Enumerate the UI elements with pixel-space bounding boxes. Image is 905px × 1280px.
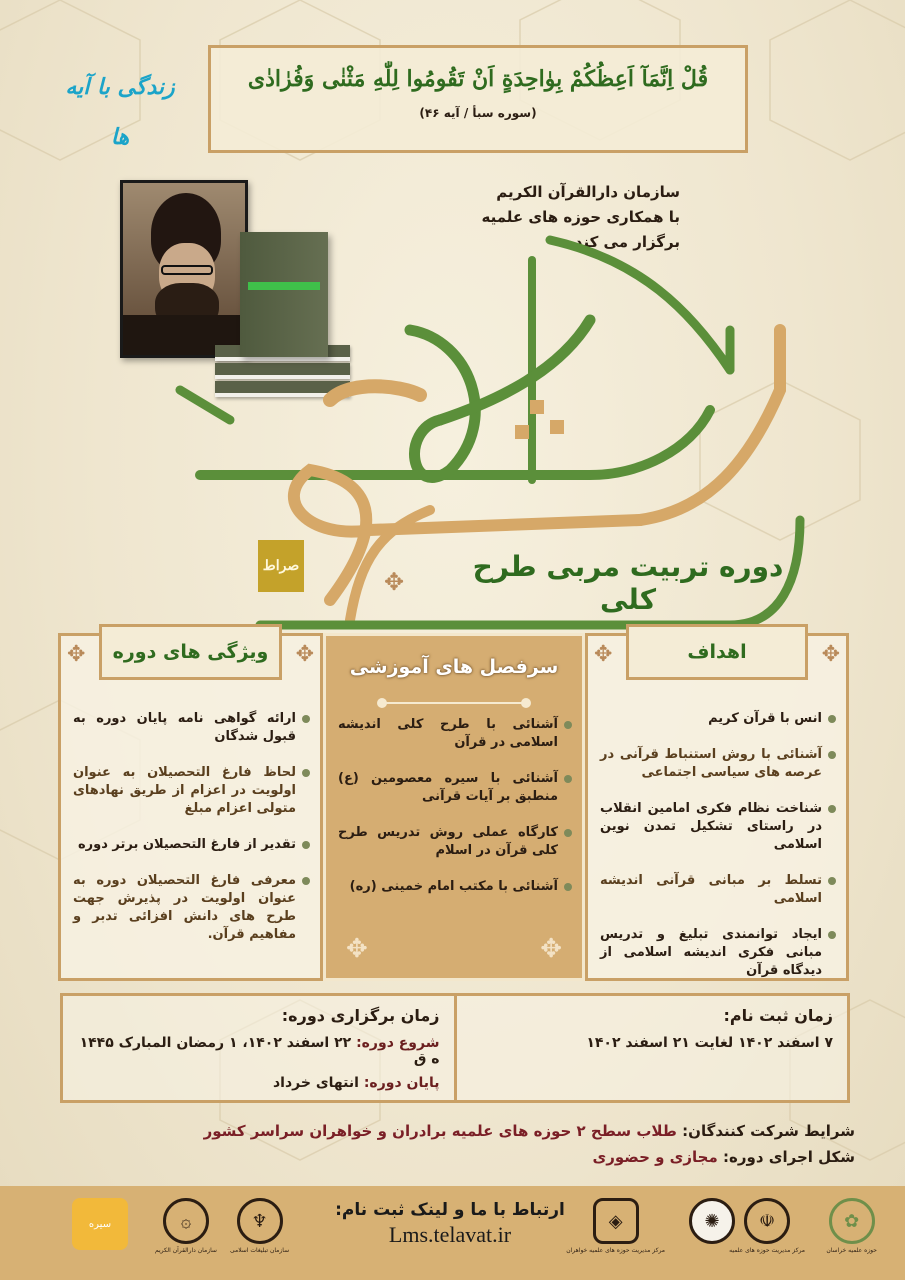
list-item: آشنائی با طرح کلی اندیشه اسلامی در قرآن: [338, 716, 574, 752]
registration-value: ۷ اسفند ۱۴۰۲ لغایت ۲۱ اسفند ۱۴۰۲: [586, 1035, 833, 1051]
logo-icon: سیره: [72, 1198, 128, 1250]
seminary-office-logo: [689, 1198, 735, 1247]
logo-icon: ۞: [163, 1198, 209, 1244]
participants-label: شرایط شرکت کنندگان:: [682, 1122, 855, 1140]
participants-value: طلاب سطح ۲ حوزه های علمیه برادران و خواهران سراسر کشور: [203, 1122, 677, 1140]
logo-icon: ✿: [829, 1198, 875, 1244]
topics-list: [338, 716, 574, 914]
khorasan-seminary-logo: ✿ حوزه علمیه خراسان: [826, 1198, 877, 1254]
course-dates-title: زمان برگزاری دوره:: [281, 1006, 440, 1025]
sisters-seminary-logo: ◈ مرکز مدیریت حوزه های علمیه خواهران: [566, 1198, 665, 1254]
features-list: [73, 710, 312, 962]
features-title: ویژگی های دوره: [99, 624, 282, 680]
registration-title: زمان ثبت نام:: [723, 1006, 833, 1025]
verse-reference: (سوره سبأ / آیه ۴۶): [419, 106, 537, 120]
logo-icon: ♆: [237, 1198, 283, 1244]
format-label: شکل اجرای دوره:: [723, 1148, 855, 1166]
end-label: پایان دوره:: [363, 1075, 440, 1091]
list-item: تقدیر از فارغ التحصیلان برتر دوره: [73, 836, 312, 854]
list-item: آشنائی با سیره معصومین (ع) منطبق بر آیات قرآنی: [338, 770, 574, 806]
quran-verse: قُلْ اِنَّمَآ اَعِظُكُمْ بِوٰاحِدَةٍ اَنْ تَقُومُوا لِلّٰهِ مَثْنٰى وَفُرٰادٰى: [247, 66, 709, 92]
dar-al-quran-logo: ۞ سازمان دارالقرآن الکریم: [155, 1198, 217, 1254]
list-item: ایجاد توانمندی تبلیغ و تدریس مبانی فکری اندیشه اسلامی از دیدگاه قرآن: [600, 926, 838, 980]
goals-title: اهداف: [626, 624, 808, 680]
footer-bar: [0, 1186, 905, 1280]
start-label: شروع دوره:: [356, 1035, 440, 1051]
dates-panel: [60, 993, 850, 1103]
list-item: آشنائی با مکتب امام خمینی (ره): [338, 878, 574, 896]
seminary-management-logo: ☫ مرکز مدیریت حوزه های علمیه: [729, 1198, 805, 1254]
flower-ornament-icon: ✥: [821, 642, 840, 667]
organizer-line-2: با همکاری حوزه های علمیه: [481, 208, 680, 226]
contact-title: ارتباط با ما و لینک ثبت نام:: [335, 1200, 565, 1220]
registration-link[interactable]: Lms.telavat.ir: [388, 1222, 512, 1247]
logo-icon: ◈: [593, 1198, 639, 1244]
topics-title: سرفصل های آموزشی: [349, 656, 559, 678]
goals-panel: [585, 633, 849, 981]
goals-list: [600, 710, 838, 998]
flower-ornament-icon: ✥: [295, 642, 314, 667]
brand-logo: زندگی با آیه ها: [65, 74, 175, 150]
logo-icon: ☫: [744, 1198, 790, 1244]
flower-ornament-icon: ✥: [540, 934, 562, 964]
start-value: ۲۲ اسفند ۱۴۰۲، ۱ رمضان المبارک ۱۴۴۵ ه ق: [79, 1035, 440, 1067]
organizer-line-3: برگزار می کند: [574, 233, 680, 251]
format-value: مجازی و حضوری: [592, 1148, 718, 1166]
campaign-gold-logo: [72, 1198, 128, 1250]
divider: [381, 702, 527, 704]
conditions: [55, 1122, 855, 1174]
flower-ornament-icon: ✥: [384, 568, 405, 596]
verse-box: [208, 45, 748, 153]
flower-ornament-icon: ✥: [67, 642, 86, 667]
list-item: آشنائی با روش استنباط قرآنی در عرصه های سیاسی اجتماعی: [600, 746, 838, 782]
list-item: شناخت نظام فکری امامین انقلاب در راستای تشکیل تمدن نوین اسلامی: [600, 800, 838, 854]
features-panel: [58, 633, 323, 981]
organizer-line-1: سازمان دارالقرآن الکریم: [496, 183, 680, 201]
course-subtitle: دوره تربیت مربی طرح کلی: [472, 550, 784, 616]
list-item: انس با قرآن کریم: [600, 710, 838, 728]
list-item: ارائه گواهی نامه پایان دوره به قبول شدگان: [73, 710, 312, 746]
sirat-badge: صراط: [258, 540, 304, 592]
list-item: لحاظ فارغ التحصیلان به عنوان اولویت در اعزام از طریق نهادهای متولی اعزام مبلغ: [73, 764, 312, 818]
list-item: کارگاه عملی روش تدریس طرح کلی قرآن در اسلام: [338, 824, 574, 860]
logo-icon: ✺: [689, 1198, 735, 1244]
flower-ornament-icon: ✥: [346, 934, 368, 964]
course-dates: [63, 996, 457, 1100]
list-item: تسلط بر مبانی قرآنی اندیشه اسلامی: [600, 872, 838, 908]
list-item: معرفی فارغ التحصیلان دوره به عنوان اولویت در پذیرش جهت طرح های دانش افزائی تدبر و مفاهیم قرآن.: [73, 872, 312, 944]
registration-dates: [457, 996, 848, 1100]
end-value: انتهای خرداد: [273, 1075, 359, 1091]
flower-ornament-icon: ✥: [594, 642, 613, 667]
islamic-propagation-logo: ♆ سازمان تبلیغات اسلامی: [230, 1198, 289, 1254]
contact-info: [320, 1200, 580, 1248]
topics-panel: [323, 633, 585, 981]
